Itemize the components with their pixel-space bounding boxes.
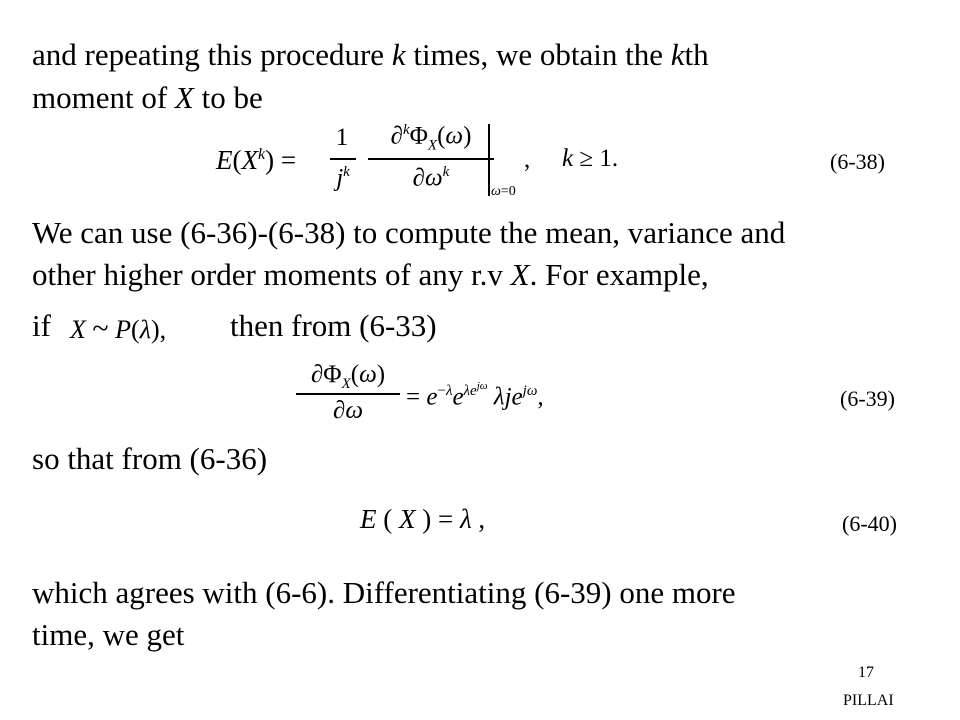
eq38-frac1-bar bbox=[330, 158, 356, 160]
eq38-eval-bar bbox=[488, 124, 490, 196]
text-italic-x: X bbox=[510, 257, 530, 292]
equation-number-6-38: (6-38) bbox=[830, 149, 885, 174]
paragraph-line-7: time, we get bbox=[32, 617, 185, 652]
paragraph-line-1 bbox=[32, 36, 709, 74]
text: and repeating this procedure bbox=[32, 37, 392, 72]
text: times, we obtain the bbox=[405, 37, 671, 72]
equation-6-40: E ( X ) = λ , bbox=[360, 504, 486, 534]
eq38-comma: , bbox=[524, 146, 531, 173]
eq38-frac2-den: $\partial\omega^k$ bbox=[412, 164, 450, 192]
paragraph-if: if bbox=[32, 308, 51, 343]
eq38-frac1-den: $j^k$ bbox=[336, 164, 350, 192]
text: . For example, bbox=[529, 257, 709, 292]
text-italic-k: k bbox=[670, 37, 685, 72]
eq38-condition: k ≥ 1. bbox=[562, 145, 619, 172]
page-number: 17 bbox=[858, 664, 874, 681]
text: other higher order moments of any r.v bbox=[32, 257, 511, 292]
paragraph-line-3: We can use (6-36)-(6-38) to compute the mean, variance and bbox=[32, 215, 786, 250]
inline-math-poisson: X ~ P(λ), bbox=[70, 312, 167, 345]
eq38-frac2-num: $\partial^k\Phi_X(\omega)$ bbox=[390, 122, 472, 154]
text: th bbox=[684, 37, 709, 72]
eq39-rhs: = $e^{-\lambda}e^{\lambda e^{j\omega}}$ λje$^{j\omega}$, bbox=[406, 380, 544, 411]
author-name: PILLAI bbox=[843, 692, 894, 709]
equation-number-6-40: (6-40) bbox=[842, 511, 897, 536]
paragraph-line-4 bbox=[32, 256, 709, 294]
equation-number-6-39: (6-39) bbox=[840, 386, 895, 411]
eq38-lhs: $E(X^k)$ = bbox=[216, 145, 297, 175]
eq39-num: $\partial\Phi_X(\omega)$ bbox=[310, 361, 386, 392]
paragraph-then: then from (6-33) bbox=[230, 308, 437, 343]
text: to be bbox=[193, 80, 263, 115]
eq38-eval-sub: ω=0 bbox=[491, 184, 516, 199]
text-italic-x: X bbox=[174, 80, 194, 115]
text: moment of bbox=[32, 80, 175, 115]
eq38-frac2-bar bbox=[368, 158, 494, 160]
paragraph-line-5: so that from (6-36) bbox=[32, 441, 268, 476]
paragraph-line-6: which agrees with (6-6). Differentiating (6-39) one more bbox=[32, 575, 736, 610]
eq39-bar bbox=[296, 393, 400, 395]
eq39-den: ∂ω bbox=[332, 397, 363, 424]
text-italic-k: k bbox=[391, 37, 406, 72]
eq38-frac1-num: 1 bbox=[335, 124, 349, 151]
paragraph-line-2 bbox=[32, 79, 263, 117]
